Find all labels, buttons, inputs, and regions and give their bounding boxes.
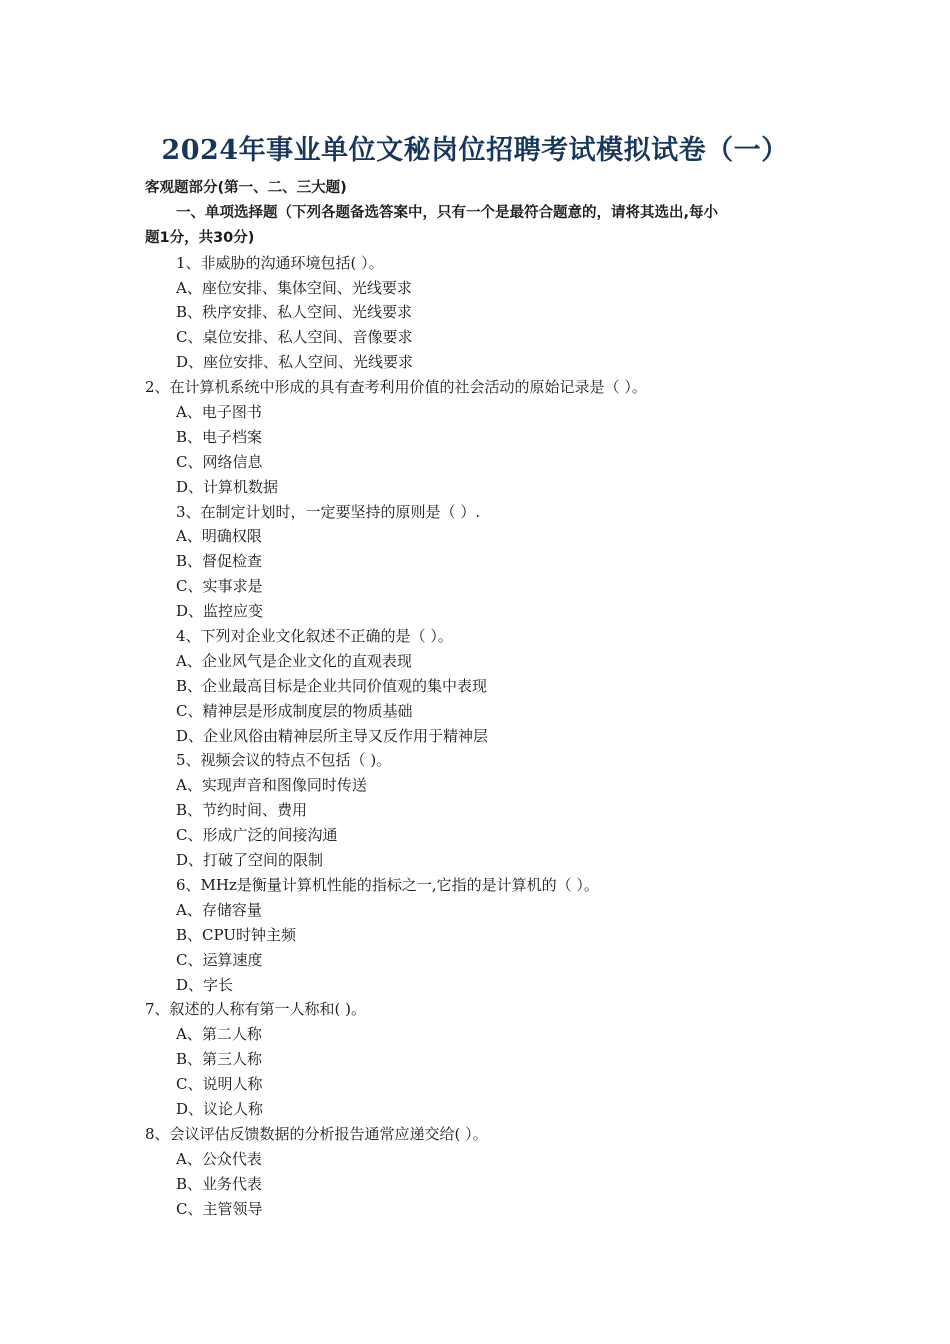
answer-option: C、形成广泛的间接沟通 [176,826,338,845]
answer-option: A、明确权限 [176,527,262,546]
part-heading: 一、单项选择题（下列各题备选答案中，只有一个是最符合题意的，请将其选出,每小 [176,204,719,221]
question-text: 1、非威胁的沟通环境包括( ）。 [176,253,384,272]
document-body [145,176,825,1221]
question-text: 7、叙述的人称有第一人称和( )。 [145,1000,367,1019]
answer-option: B、督促检查 [176,552,263,571]
question-text: 2、在计算机系统中形成的具有查考利用价值的社会活动的原始记录是（ ）。 [145,378,647,397]
answer-option: A、公众代表 [176,1149,262,1168]
answer-option: B、第三人称 [176,1050,263,1069]
answer-option: B、电子档案 [176,427,263,446]
answer-option: B、企业最高目标是企业共同价值观的集中表现 [176,676,488,695]
answer-option: A、存储容量 [176,900,262,919]
answer-option: A、座位安排、集体空间、光线要求 [176,278,412,297]
part-heading-continued: 题1分，共30分) [145,229,255,246]
question-text: 6、MHz是衡量计算机性能的指标之一,它指的是计算机的（ ）。 [176,875,599,894]
answer-option: A、第二人称 [176,1025,262,1044]
answer-option: A、实现声音和图像同时传送 [176,776,367,795]
answer-option: A、电子图书 [176,403,262,422]
answer-option: C、说明人称 [176,1075,263,1094]
answer-option: C、实事求是 [176,577,263,596]
answer-option: D、字长 [176,975,234,994]
answer-option: D、打破了空间的限制 [176,851,324,870]
answer-option: A、企业风气是企业文化的直观表现 [176,651,412,670]
answer-option: D、议论人称 [176,1099,264,1118]
answer-option: C、主管领导 [176,1199,263,1218]
answer-option: B、节约时间、费用 [176,801,308,820]
answer-option: D、企业风俗由精神层所主导又反作用于精神层 [176,726,489,745]
answer-option: B、业务代表 [176,1174,263,1193]
question-text: 5、视频会议的特点不包括（ )。 [176,751,392,770]
section-heading: 客观题部分(第一、二、三大题) [145,180,347,196]
answer-option: B、秩序安排、私人空间、光线要求 [176,303,413,322]
answer-option: D、计算机数据 [176,477,279,496]
answer-option: B、CPU时钟主频 [176,925,296,944]
question-text: 4、下列对企业文化叙述不正确的是（ ）。 [176,627,453,646]
question-text: 8、会议评估反馈数据的分析报告通常应递交给( ）。 [145,1124,488,1143]
question-text: 3、在制定计划时，一定要坚持的原则是（ ）. [176,502,481,521]
answer-option: D、座位安排、私人空间、光线要求 [176,353,414,372]
answer-option: C、网络信息 [176,452,263,471]
answer-option: D、监控应变 [176,602,264,621]
answer-option: C、精神层是形成制度层的物质基础 [176,701,413,720]
answer-option: C、运算速度 [176,950,263,969]
document-title: 2024年事业单位文秘岗位招聘考试模拟试卷（一） [161,135,789,166]
answer-option: C、桌位安排、私人空间、音像要求 [176,328,413,347]
